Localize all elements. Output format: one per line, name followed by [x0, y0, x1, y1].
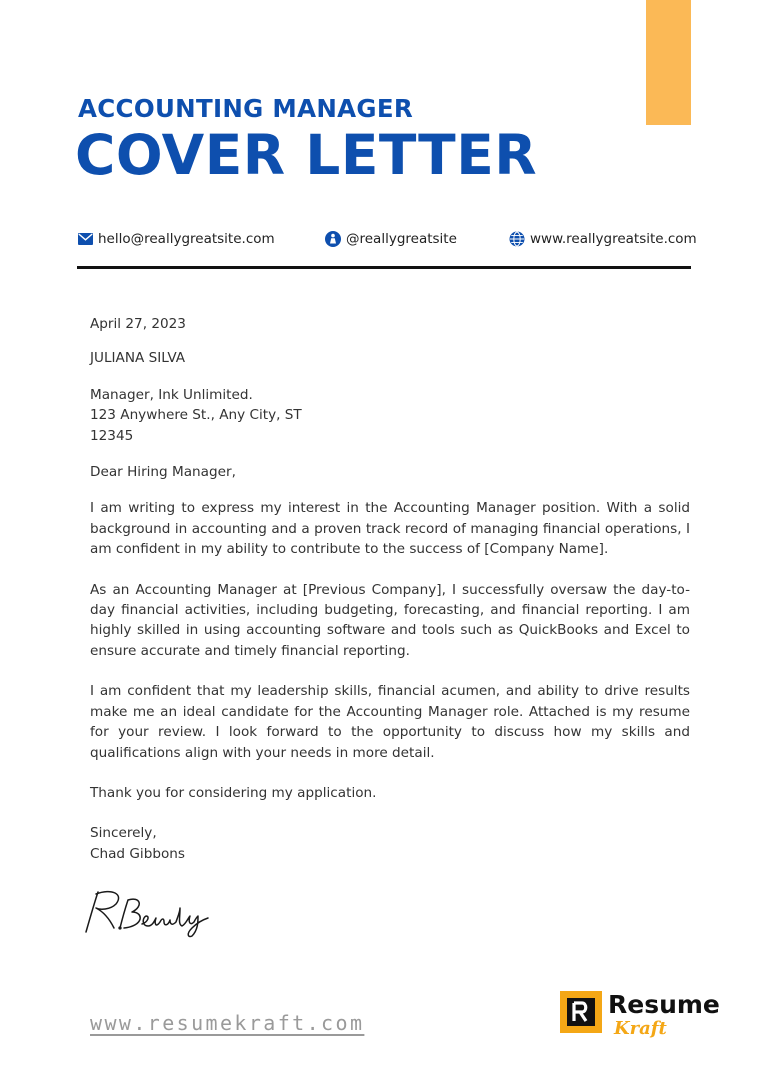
letter-paragraph: As an Accounting Manager at [Previous Company], I successfully oversaw the day-to-day financial activities, including budgeting, forecasting, and financial reporting. I am highly skilled in using accounting software and tools such as QuickBooks and Excel to ensure accurate and timely financial reporting. — [90, 581, 690, 659]
envelope-icon — [78, 233, 93, 245]
resumekraft-link[interactable]: www.resumekraft.com — [90, 1011, 365, 1035]
website-address[interactable]: www.reallygreatsite.com — [530, 231, 697, 247]
resumekraft-logo-icon — [560, 991, 602, 1038]
letter-paragraph: I am writing to express my interest in the Accounting Manager position. With a solid background in accounting and a proven track record of managing financial operations, I am confident in my ability to contribute to the success of [Company Name]. — [90, 500, 690, 558]
handwritten-signature — [84, 888, 214, 943]
contact-website[interactable] — [509, 229, 697, 249]
recipient-name: JULIANA SILVA — [90, 350, 186, 367]
closing: Sincerely, — [90, 825, 157, 842]
header-divider — [77, 266, 691, 269]
thanks-line: Thank you for considering my application. — [90, 784, 377, 801]
address-line: 12345 — [90, 427, 134, 444]
globe-icon — [509, 231, 525, 247]
salutation: Dear Hiring Manager, — [90, 464, 236, 481]
document-subtitle: ACCOUNTING MANAGER — [78, 94, 414, 123]
address-line: Manager, Ink Unlimited. — [90, 386, 253, 403]
social-handle[interactable]: @reallygreatsite — [346, 231, 457, 247]
brand-word-resume: Resume — [608, 989, 720, 1019]
letter-body — [90, 314, 690, 864]
accent-bar — [646, 0, 691, 125]
contact-social[interactable] — [325, 229, 457, 249]
address-line: 123 Anywhere St., Any City, ST — [90, 407, 302, 424]
email-address[interactable]: hello@reallygreatsite.com — [98, 231, 275, 247]
recipient-address — [90, 385, 690, 446]
sender-name: Chad Gibbons — [90, 845, 185, 862]
letter-paragraph: I am confident that my leadership skills, financial acumen, and ability to drive results make me an ideal candidate for the Accounting Manager role. Attached is my resume for your review. I look forward to the opportunity to discuss how my skills and qualifications align with your needs in more detail. — [90, 683, 690, 761]
person-icon — [325, 231, 341, 247]
contact-email[interactable] — [78, 229, 275, 249]
letter-date: April 27, 2023 — [90, 316, 186, 332]
brand-word-kraft: Kraft — [614, 1017, 667, 1039]
document-title: COVER LETTER — [75, 123, 538, 187]
resumekraft-logo — [560, 991, 728, 1038]
